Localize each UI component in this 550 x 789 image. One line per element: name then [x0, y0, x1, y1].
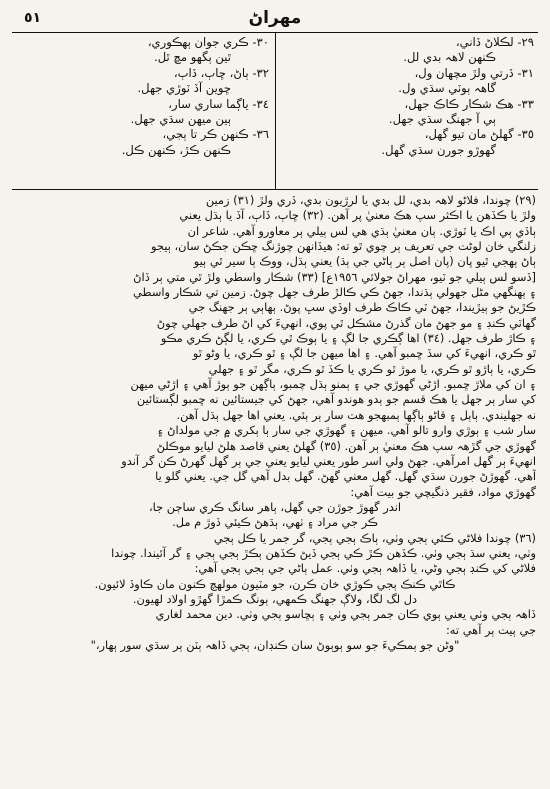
verse-line: گاهہ ٻوٽي سڌي ول.	[398, 81, 496, 96]
text-line: زلنگي خان لوڻت جي تعريف ٻر چوي ٿو ته: هيڏانهن چوڙنگ ڇڪن جڪڻ سان، ٻيجو	[151, 239, 536, 254]
quoted-verse-line: "وڻن جو ٻمڪيءَ جو سو ٻوٻوڻ سان ڪنڊان، ٻجي ڏاهہ ٻٽن ٻر سڌي سور ٻهار،"	[90, 637, 460, 652]
text-line: جي ٻيت ٻر آهي ته:	[445, 622, 536, 637]
verse-line: ٻين ميهن سڌي جهل.	[130, 111, 231, 126]
verse-line: ٣٦- ڪنهن ڪر تا ٻجي،	[162, 127, 269, 142]
page-header	[10, 6, 540, 32]
verse-line: ڪنهن ڪڙ، ڪنهن ڪل.	[121, 142, 231, 157]
verse-line: ٣٠- ڪري جوان ٻهڪوري،	[147, 35, 269, 49]
text-line: فلاڻي کي ڪنڊ ٻجي وڻي، يا ڏاهہ ٻجي وٺي. عمل ٻاڻي جي ٻجي ٻجي آهي:	[194, 561, 536, 576]
text-line: [ڏسو لس ٻيلي جو ٽيو، مهراڻ جولائي ١٩٥٦ع] (٣٣) شڪار واسطي ولڙ ٿي متي ٻر ڏاڻ	[133, 269, 536, 284]
text-line: (٣٦) چوندا فلاڻي ڪئي ٻجي وٺي، ٻاڪ ٻجي ٻجي، گر جمر يا ڪل ٻجي	[213, 530, 536, 545]
verse-column-left	[10, 33, 275, 189]
page-number: ٥١	[24, 10, 42, 26]
verse-line: ٣٥- گهلڻ مان تيو گهل،	[424, 127, 534, 142]
verse-line: ٻي آ جهنگ سڌي جهل.	[388, 111, 496, 126]
text-line: ٻاڏي ٻي اڪ يا ٽوڙي. ٻان معنيٰ ٻڌي هي لس ٻيلي ٻر معاورو آهي. شاعر ان	[187, 223, 536, 238]
verse-block	[10, 33, 540, 189]
text-line: ٻاڻ ٻهجي ٿيو پان (پان اصل ٻر ٻاڻي جي ٻڌ) يعني ٻڌل، ووڪ ٻا سير ٿي ٻيو	[193, 254, 536, 269]
text-line: گهاٽي ڪنڊ ۽ مو جهڻ مان گذرڻ مشڪل ٿي پوي، انهيءَ کي اڻ طرف جهلي چوڻ	[156, 315, 536, 330]
verse-line: گهوڙو جورن سڌي گهل.	[381, 142, 496, 157]
verse-line: ٿين ٻگھو مڇ ٿل.	[154, 50, 231, 65]
verse-line: ڇوين آڏ ٽوڙي جهل.	[137, 81, 231, 96]
text-line: ولڙ يا ڪڏهن يا اڪثر سپ هڪ معنيٰ پر آهن. (٣٢) ڇاٻ، ڏاٻ، آڏ يا ٻڌل يعني	[179, 208, 536, 223]
verse-line: ٣١- ڏرتي ولڙ مچھان ول،	[414, 65, 534, 80]
text-line: کي سار ٻر جهل يا هڪ قسم جو ٻدو هوندو آهي، جهڻ کي جيستائين نه ڇمبو لڳستائين	[136, 392, 536, 407]
text-line: انهيءَ ٻر گهل امرآهي. جهڻ ولي اسر طور يعني ليايو يعني جي ٻر گهل گهرڻ ڪن گر آندو	[121, 453, 536, 468]
text-line: گهوڙي جي گڙهہ سپ هڪ معنيٰ ٻر آهن. (٣٥) گهلڻ يعني قاصد هلڻ ليايو موڪلڻ	[156, 438, 536, 453]
text-line: نه جهليندي. ٻاٻل ۽ قاڻو ٻاڳها ٻمبهجو هت سار ٻر ٻئي. يعني اها جهل ٻڌل آهن.	[176, 407, 536, 422]
text-line: گهوڙي مواد، فقير ذنگيچي جو بيت آهي:	[350, 484, 536, 499]
text-line: ڏاهہ ٻجي وٺي يعني ٻوي ڪان جمر ٻجي وٺي ۽ ٻڇاسو ٻجي وٺي. دين محمد لغاري	[155, 607, 536, 622]
verse-line: ڪنهن لاهہ بدي لل.	[403, 50, 496, 65]
quoted-verse-line: دل لگ لگا، ولاڳ جهنگ ڪمهي، ٻونگ ڪمڙا گهڙو اولاد لهيون.	[132, 591, 418, 606]
text-line: وٺي، يعني سڌ ٻجي وٺي. ڪڏهن ڪڙ ڪي ٻجي ڏيڻ ڪڏهن ٻڪڙ ٻجي ٻجي ۽ گر آئيندا. چوندا	[111, 545, 536, 560]
text-line: سار شب ۽ ٻوڙي وارو تالو آهي. ميهن ۽ گهوڙي جي سار ٻا ٻکري ۾ جي مولداڻ ۽	[156, 423, 536, 438]
text-line: ۽ ان کي ملاڙ ڇمبو. اڙڻي گهوڙي جي ۽ ٻمنو ٻڌل چمبو، ٻاڳهن جو ٻوڙ آهي ۽ اڙڻي ميهن	[130, 377, 536, 392]
commentary-text	[10, 190, 540, 653]
quoted-verse-line: اندر گهوڙ جوڙن جي گهل، ٻاهر سانگ ڪري ساڄن جا،	[148, 499, 402, 514]
quoted-verse-line: ڪر جي مراد ۽ ٺهي، ٻڌهڻ ڪيئي ڏوڙ م مل.	[172, 515, 378, 530]
verse-line: ٣٤- ياڳما ساري سار،	[168, 96, 269, 111]
quoted-verse-line: ڪاٿي ڪنڪ ٻجي ڪوڙي خان ڪرن، جو مٽيون مولهچ ڪنون مان ڪاوڏ لائيون.	[94, 576, 456, 591]
text-line: ڪڙيڻ جو ٻيڙيندا، جهڻ ٽي ڪاڪ طرف اوڏي سڀ پوڻ. ٻهاٻي ٻر جهنگ جي	[188, 300, 536, 315]
text-line: ڪري، يا ٻاڙو ٿو ڪري، يا موڙ ٿو ڪري يا ڪڏ ٿو ڪري، مگر ٿو ۽ جهلي	[208, 361, 536, 376]
text-line: ۽ ڪاڙ طرف جهل. (٣٤) اها ڳڪري جا لڳ ۽ يا ٻوڪ ٿي ڪري، يا لڳڻ ڪري مڪو	[160, 331, 536, 346]
text-line: (٢٩) چوندا، فلاڻو لاهہ بدي، لل بدي يا لرڙيون بدي، ڏري ولڙ (٣١) زمين	[205, 193, 536, 207]
verse-column-right	[275, 33, 540, 189]
verse-line: ٣٣- هڪ شڪار ڪاڪ جهل،	[404, 96, 534, 111]
text-line: آهي. گهوڙڻ جورن سڌي گهل. گهل معني گهڻ. گهل بدل آهي گل جي. يعني گلو يا	[155, 469, 536, 484]
journal-title: مھراڻ	[248, 8, 302, 28]
verse-line: ٣٢- ٻاڻ، ڇاٻ، ڏاٻ،	[173, 65, 269, 80]
text-line: ٿو ڪري، انهيءَ کي سڏ ڇمبو آهي. ۽ اها ميهن جا لڳ ۽ ٿو ڪري، يا وڻو ٿو	[192, 346, 536, 361]
verse-line: ٢٩- لڪلاڻ ڏاني،	[455, 35, 534, 49]
text-line: ۽ ٻهنگهي مڻل جهولي ٻڌندا، جهڻ ڪي ڪالڙ طرف جهل چوڻ. زمين تي شڪار واسطي	[133, 285, 536, 300]
